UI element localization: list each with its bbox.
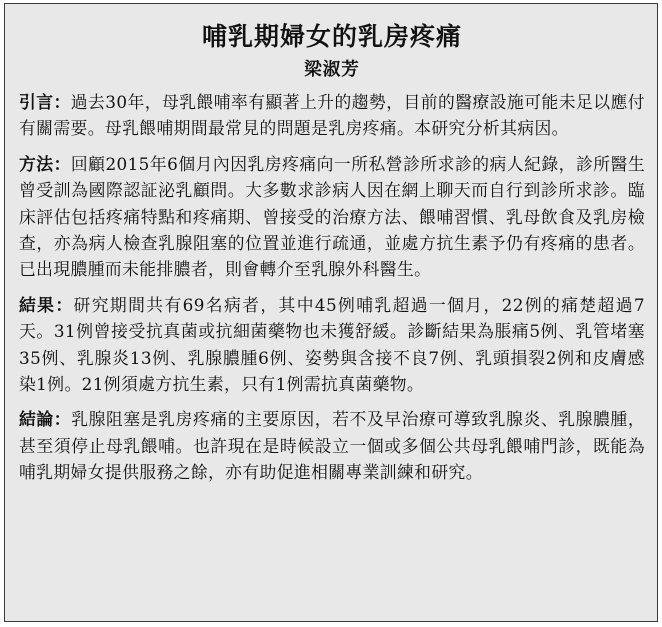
section-text: 研究期間共有69名病者，其中45例哺乳超過一個月，22例的痛楚超過7天。31例曾接受抗真菌或抗細菌藥物也未獲舒緩。診斷結果為脹痛5例、乳管堵塞35例、乳腺炎13例、乳腺膿腫6例、姿勢與含接不良7例、乳頭損裂2例和皮膚感染1例。21例須處方抗生素，只有1例需抗真菌藥物。 — [19, 294, 645, 395]
section-methods — [19, 151, 645, 283]
section-label: 引言： — [19, 92, 71, 112]
abstract-panel — [4, 3, 658, 622]
section-label: 方法： — [19, 153, 71, 174]
article-title: 哺乳期婦女的乳房疼痛 — [201, 22, 462, 51]
section-text: 回顧2015年6個月內因乳房疼痛向一所私營診所求診的病人紀錄，診所醫生曾受訓為國際認証泌乳顧問。大多數求診病人因在網上聊天而自行到診所求診。臨床評估包括疼痛特點和疼痛期、曾接受的治療方法、餵哺習慣、乳母飲食及乳房檢查，亦為病人檢查乳腺阻塞的位置並進行疏通，並處方抗生素予仍有疼痛的患者。已出現膿腫而未能排膿者，則會轉介至乳腺外科醫生。 — [19, 153, 646, 280]
section-text: 過去30年，母乳餵哺率有顯著上升的趨勢，目前的醫療設施可能未足以應付有關需要。母乳餵哺期間最常見的問題是乳房疼痛。本研究分析其病因。 — [19, 92, 645, 139]
section-text: 乳腺阻塞是乳房疼痛的主要原因，若不及早治療可導致乳腺炎、乳腺膿腫，甚至須停止母乳餵哺。也許現在是時候設立一個或多個公共母乳餵哺門診，既能為哺乳期婦女提供服務之餘，亦有助促進相關專業訓練和研究。 — [19, 409, 645, 483]
author-name: 梁淑芳 — [304, 60, 360, 80]
section-conclusion — [19, 406, 645, 485]
section-label: 結論： — [19, 409, 72, 430]
section-introduction — [19, 89, 645, 142]
section-label: 結果： — [19, 294, 74, 315]
section-results — [19, 292, 645, 398]
